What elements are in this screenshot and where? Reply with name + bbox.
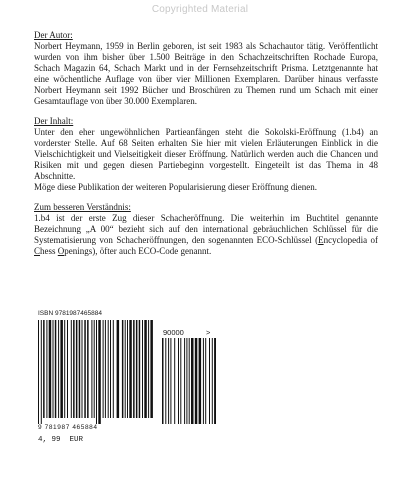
barcode-bar (191, 338, 194, 424)
barcode-bar (96, 320, 97, 424)
content-paragraph: Unter den eher ungewöhnlichen Partieanfängen steht die Sokolski-Eröffnung (1.b4) an vorderster Stelle. Auf 68 Seiten erhalten Sie hier mit vielen Erläuterungen Einblick in die Vielschichtigkeit und Vielseitigkeit dieser Eröffnung. Natürlich werden auch die Chancen und Risiken mit und gegen diesen Partiebeginn vorgestellt. Eingeteilt ist das Thema in 48 Abschnitte. (34, 127, 378, 181)
barcode-bar (94, 320, 95, 418)
barcode-bar (43, 320, 45, 418)
barcode-bar (113, 320, 114, 418)
isbn-barcode-block (38, 310, 211, 431)
barcode-bar (38, 320, 39, 424)
barcode-addon-label: 90000 (163, 328, 184, 337)
content-closing: Möge diese Publikation der weiteren Popularisierung dieser Eröffnung dienen. (34, 182, 318, 192)
barcode-area (38, 320, 211, 431)
addon-barcode (162, 338, 216, 424)
copyright-watermark: Copyrighted Material (151, 4, 249, 15)
barcode-bar (87, 320, 89, 418)
eco-word-1: ncyclopedia of (323, 235, 378, 245)
barcode-bar (209, 338, 210, 424)
barcode-bar (71, 320, 72, 418)
barcode-bar (127, 320, 128, 418)
barcode-bar (41, 320, 42, 424)
barcode-bar (142, 320, 143, 418)
barcode-bar (203, 338, 204, 424)
barcode-bar (64, 320, 65, 418)
barcode-addon-arrow: > (206, 328, 211, 337)
barcode-bar (125, 320, 126, 418)
barcode-bar (162, 338, 164, 424)
barcode-bar (98, 320, 101, 424)
barcode-bar (58, 320, 59, 418)
back-cover-text (34, 30, 378, 257)
section-heading-content: Der Inhalt: (34, 116, 74, 126)
barcode-bar (129, 320, 132, 418)
barcode-bar (214, 338, 216, 424)
barcode-bar (168, 338, 169, 424)
barcode-bar (199, 338, 202, 424)
barcode-bar (122, 320, 124, 418)
understanding-text-start: 1.b4 ist der erste Zug dieser Schacheröffnung. Die weiterhin im Buchtitel genannte Bezeichnung „A 00“ bezieht sich auf den international gebräuchlichen Schlüssel für die Systematisierung von Schacheröffnungen, den sogenannten ECO-Schlüssel ( (34, 213, 378, 245)
barcode-bar (108, 320, 109, 418)
barcode-bar (103, 320, 104, 418)
barcode-bar (148, 320, 149, 418)
barcode-bar (67, 320, 68, 418)
isbn-label: ISBN 9781987465884 (38, 310, 102, 317)
barcode-bar (139, 320, 141, 418)
barcode-bar (165, 338, 166, 424)
understanding-paragraph (34, 213, 378, 257)
barcode-bar (178, 338, 179, 424)
barcode-bar (133, 320, 135, 418)
understanding-text-end: ), öfter auch ECO-Code genannt. (92, 246, 212, 256)
barcode-bar (136, 320, 138, 418)
barcode-bar (53, 320, 54, 418)
eco-word-2: hess (40, 246, 58, 256)
barcode-bar (79, 320, 81, 418)
author-paragraph: Norbert Heymann, 1959 in Berlin geboren, ist seit 1983 als Schachautor tätig. Veröffentlicht wurden von ihm bisher über 1.500 Beiträge in den Schachzeitschriften Rochade Europa, Schach Magazin 64, Schach Markt und in der Fernsehzeitschrift Prisma. Letztgenannte hat eine wöchentliche Auflage von über vier Millionen Exemplaren. Darüber hinaus verfasste Norbert Heymann seit 1992 Bücher und Broschüren zu Themen rund um Schach mit einer Gesamtauflage von über 30.000 Exemplaren. (34, 41, 378, 106)
barcode-bar (105, 320, 106, 418)
barcode-bar (174, 338, 175, 424)
barcode-bar (76, 320, 78, 418)
barcode-bar (144, 320, 147, 418)
barcode-bar (195, 338, 198, 424)
barcode-bar (84, 320, 86, 418)
barcode-bar (170, 338, 171, 424)
barcode-bar (55, 320, 57, 418)
barcode-bar (60, 320, 63, 418)
barcode-bar (186, 338, 187, 424)
barcode-bar (82, 320, 83, 418)
eco-word-3: penings (64, 246, 93, 256)
barcode-bar (180, 338, 181, 424)
barcode-bar (189, 338, 190, 424)
barcode-bar (184, 338, 185, 424)
section-heading-understanding: Zum besseren Verständnis: (34, 202, 131, 212)
section-heading-author: Der Autor: (34, 30, 73, 40)
ean-barcode (38, 320, 156, 424)
barcode-bar (46, 320, 47, 418)
barcode-bar (49, 320, 52, 418)
barcode-bar (205, 338, 206, 424)
eco-letter-e: E (318, 235, 324, 245)
barcode-bar (91, 320, 92, 418)
barcode-bar (117, 320, 120, 418)
barcode-bar (212, 338, 213, 424)
eco-letter-o: O (57, 246, 65, 256)
barcode-bar (150, 320, 153, 418)
barcode-digits: 9 781987 465884 (38, 424, 98, 431)
eco-letter-c: C (34, 246, 41, 256)
barcode-bar (110, 320, 111, 418)
price-label: 4, 99 EUR (38, 436, 84, 444)
barcode-bar (73, 320, 75, 418)
